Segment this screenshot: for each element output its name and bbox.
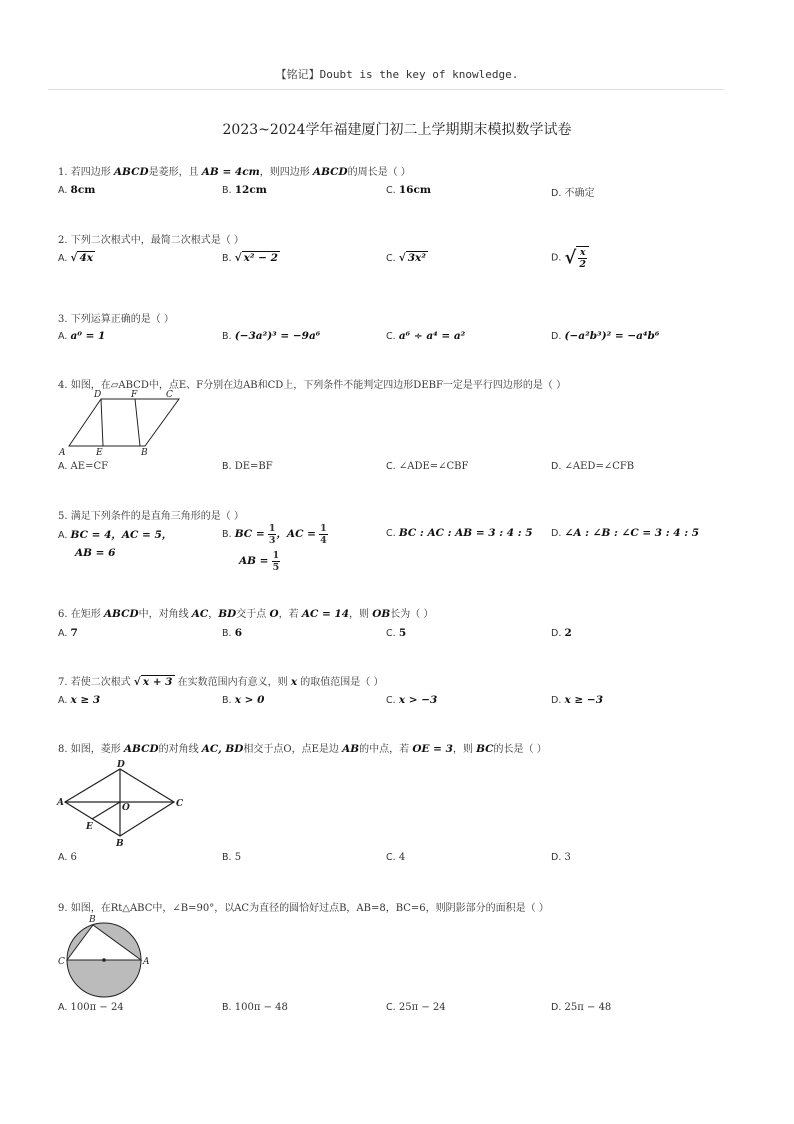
q4-label-d: D [94,390,102,400]
q8-label-e: E [86,822,93,832]
q5-option-a-line2: AB = 6 [75,547,116,559]
q4-option-b: B. DE=BF [222,461,273,472]
exam-title: 2023~2024学年福建厦门初二上学期期末模拟数学试卷 [222,122,572,138]
question-4: 4. 如图，在▱ABCD中，点E、F分别在边AB和CD上，下列条件不能判定四边形DEBF一定是平行四边形的是（ ） [58,380,567,391]
question-8: 8. 如图，菱形 ABCD的对角线 AC, BD相交于点O，点E是边 AB的中点，若 OE = 3，则 BC的长是（ ） [58,743,547,755]
q8-rhombus-figure [56,757,186,849]
q8-label-c: C [176,799,184,809]
q1-option-d: D. 不确定 [551,188,595,199]
q9-label-c: C [58,957,65,967]
q5-option-c: C. BC : AC : AB = 3 : 4 : 5 [386,527,533,539]
q5-option-a: A. BC = 4，AC = 5， [58,529,173,541]
q4-parallelogram-figure [56,389,186,457]
q8-option-d: D. 3 [551,852,571,863]
q7-option-c: C. x > −3 [386,694,438,706]
header-divider [48,89,724,90]
q2-option-b: B. √ x² − 2 [222,252,278,264]
q5-option-b-line2: AB = $\frac{1}{5}$ [239,550,280,573]
q4-label-c: C [166,390,173,400]
q5-option-d: D. ∠A : ∠B : ∠C = 3 : 4 : 5 [551,527,700,539]
q4-label-e: E [96,448,103,457]
question-1: 1. 若四边形 ABCD是菱形，且 AB = 4cm，则四边形 ABCD的周长是（ ） [58,166,411,178]
question-9: 9. 如图，在Rt△ABC中，∠B=90°，以AC为直径的圆恰好过点B，AB=8，BC=6，则阴影部分的面积是（ ） [58,903,549,914]
q4-label-b: B [141,448,148,457]
question-5: 5. 满足下列条件的是直角三角形的是（ ） [58,511,244,522]
q2-option-c: C. √ 3x² [386,252,426,264]
q9-option-c: C. 25π − 24 [386,1002,446,1013]
question-6: 6. 在矩形 ABCD中，对角线 AC，BD交于点 O，若 AC = 14，则 OB长为（ ） [58,608,434,620]
q7-option-b: B. x > 0 [222,694,265,706]
q8-label-d: D [117,760,125,770]
q1-option-c: C. 16cm [386,184,431,196]
q9-label-a: A [143,957,150,967]
q3-option-b: B. (−3a²)³ = −9a⁶ [222,330,321,342]
q4-option-c: C. ∠ADE=∠CBF [386,461,469,472]
q9-option-b: B. 100π − 48 [222,1002,288,1013]
q8-option-c: C. 4 [386,852,406,863]
q4-label-f: F [131,390,138,400]
q1-option-a: A. 8cm [58,184,96,196]
q9-option-a: A. 100π − 24 [58,1002,124,1013]
q6-option-c: C. 5 [386,627,407,639]
q4-option-d: D. ∠AED=∠CFB [551,461,635,472]
q3-option-c: C. a⁶ ÷ a⁴ = a² [386,330,466,342]
q4-option-a: A. AE=CF [58,461,109,472]
q7-option-a: A. x ≥ 3 [58,694,101,706]
q1-option-b: B. 12cm [222,184,267,196]
q2-option-d: D. √ $\frac{x}{2}$ [551,246,589,270]
q8-label-b: B [116,839,124,849]
q9-option-d: D. 25π − 48 [551,1002,612,1013]
q8-label-a: A [57,798,64,808]
q5-option-b: B. BC = $\frac{1}{3}$ ，AC = $\frac{1}{4}$ [222,523,327,546]
question-2: 2. 下列二次根式中，最简二次根式是（ ） [58,235,244,246]
q7-option-d: D. x ≥ −3 [551,694,604,706]
q3-option-d: D. (−a²b³)² = −a⁴b⁶ [551,330,660,342]
q8-option-b: B. 5 [222,852,242,863]
q6-option-b: B. 6 [222,627,243,639]
q4-label-a: A [59,448,66,457]
q8-label-o: O [122,803,130,813]
q8-option-a: A. 6 [58,852,77,863]
motto-header: 【铭记】Doubt is the key of knowledge. [275,68,519,81]
q9-label-b: B [89,915,96,925]
q3-option-a: A. a⁰ = 1 [58,330,106,342]
q6-option-a: A. 7 [58,627,78,639]
q2-option-a: A. √ 4x [58,252,94,264]
question-3: 3. 下列运算正确的是（ ） [58,314,174,325]
question-7: 7. 若使二次根式 √ x + 3 在实数范围内有意义，则 x 的取值范围是（ ） [58,676,384,688]
q6-option-d: D. 2 [551,627,572,639]
q9-circle-figure [56,912,156,998]
